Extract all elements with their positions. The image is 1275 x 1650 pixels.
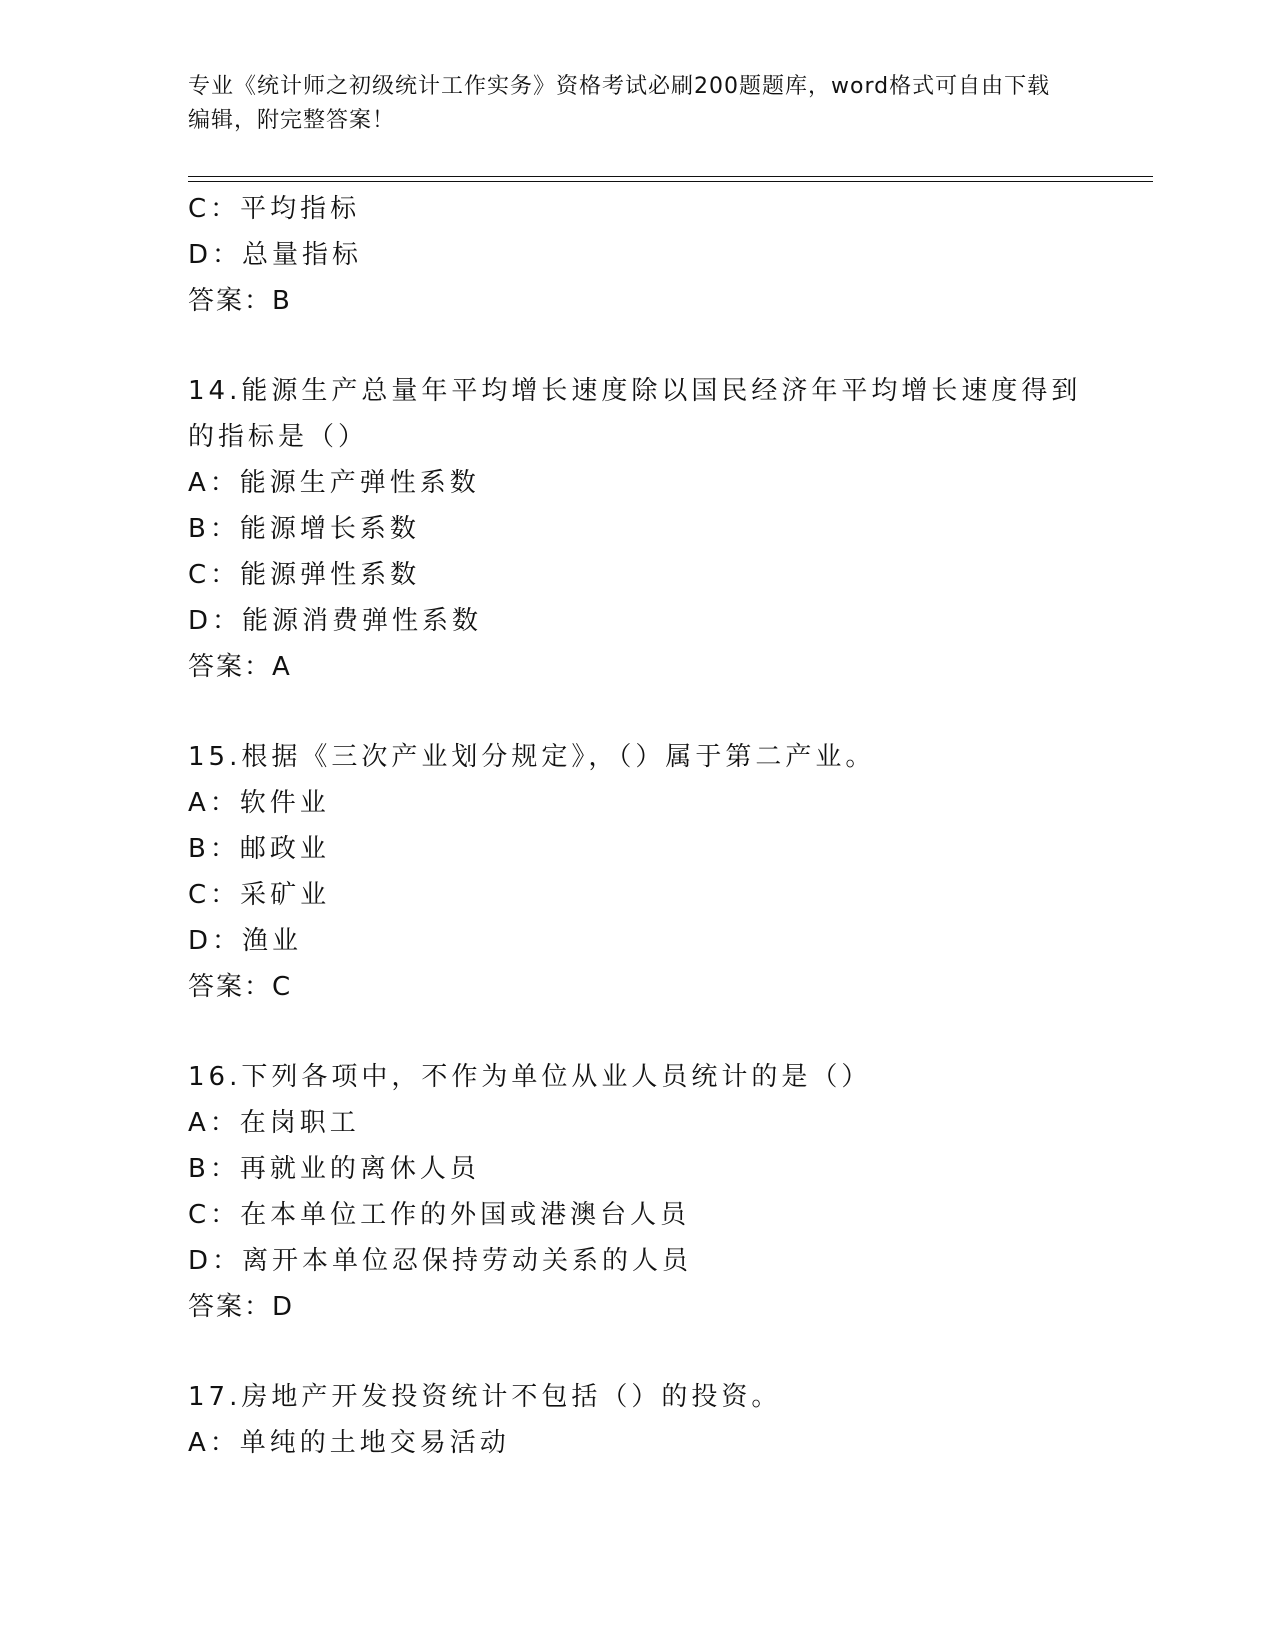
option-b: B：邮政业 <box>188 834 330 864</box>
option-b: B：能源增长系数 <box>188 514 420 544</box>
question-16 <box>188 1054 1088 1330</box>
option-a: A：能源生产弹性系数 <box>188 468 480 498</box>
option-d: D：能源消费弹性系数 <box>188 606 483 636</box>
spacer <box>188 690 1088 734</box>
option-d: D：渔业 <box>188 926 303 956</box>
header-divider <box>188 176 1153 182</box>
question-stem: 16.下列各项中，不作为单位从业人员统计的是（） <box>188 1062 872 1092</box>
question-14 <box>188 368 1088 690</box>
spacer <box>188 324 1088 368</box>
option-c: C：在本单位工作的外国或港澳台人员 <box>188 1200 691 1230</box>
question-13-tail <box>188 186 1088 324</box>
question-list <box>188 186 1088 1466</box>
option-d: D：总量指标 <box>188 240 363 270</box>
option-c: C：能源弹性系数 <box>188 560 421 590</box>
answer: 答案：B <box>188 286 292 316</box>
option-a: A：在岗职工 <box>188 1108 360 1138</box>
option-d: D：离开本单位忍保持劳动关系的人员 <box>188 1246 693 1276</box>
option-a: A：单纯的土地交易活动 <box>188 1428 510 1458</box>
answer: 答案：D <box>188 1292 295 1322</box>
question-17 <box>188 1374 1088 1466</box>
question-stem: 15.根据《三次产业划分规定》，（）属于第二产业。 <box>188 742 876 772</box>
spacer <box>188 1330 1088 1374</box>
spacer <box>188 1010 1088 1054</box>
question-stem: 14.能源生产总量年平均增长速度除以国民经济年平均增长速度得到的指标是（） <box>188 376 1082 452</box>
option-c: C：平均指标 <box>188 194 361 224</box>
page-header <box>188 70 1068 138</box>
answer: 答案：A <box>188 652 292 682</box>
option-c: C：采矿业 <box>188 880 331 910</box>
answer: 答案：C <box>188 972 293 1002</box>
option-b: B：再就业的离休人员 <box>188 1154 480 1184</box>
question-stem: 17.房地产开发投资统计不包括（）的投资。 <box>188 1382 782 1412</box>
question-15 <box>188 734 1088 1010</box>
page-title: 专业《统计师之初级统计工作实务》资格考试必刷200题题库，word格式可自由下载编辑，附完整答案！ <box>188 74 1051 133</box>
option-a: A：软件业 <box>188 788 330 818</box>
